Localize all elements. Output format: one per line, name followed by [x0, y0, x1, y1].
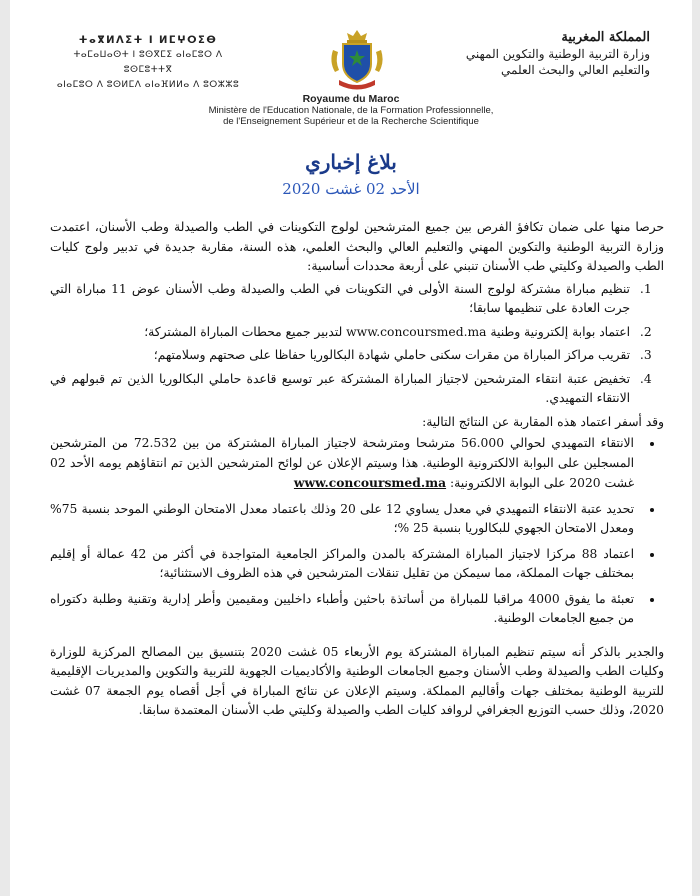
ministry-block	[10, 94, 692, 127]
header-tifinagh-line: ⵜⴰⴳⵍⴷⵉⵜ ⵏ ⵍⵎⵖⵔⵉⴱ	[78, 35, 218, 46]
list-item: 4. تخفيض عتبة انتقاء المترشحين لاجتياز المباراة المشتركة عبر توسيع قاعدة حاملي البكالوريا الذين تم قبولهم في الانتقاء التمهيدي.	[50, 370, 636, 409]
header-arabic-line: وزارة التربية الوطنية والتكوين المهني	[465, 47, 650, 61]
list-item: 2. اعتماد بوابة إلكترونية وطنية www.concoursmed.ma لتدبير جميع محطات المباراة المشتركة؛	[50, 323, 636, 343]
header-tifinagh	[48, 33, 248, 93]
results-intro: وقد أسفر اعتماد هذه المقاربة عن النتائج التالية:	[422, 414, 664, 429]
ministry-line: Ministère de l'Education Nationale, de la Formation Professionnelle,	[208, 105, 494, 116]
document-body	[50, 218, 664, 721]
bullet-text: الانتقاء التمهيدي لحوالي 56.000 مترشحا ومترشحة لاجتياز المباراة المشتركة من بين 72.532 من المترشحين المسجلين على البوابة الالكترونية الوطنية. هذا وسيتم الإعلان عن لوائح المترشحين الذين تم انتقاؤهم يومه الأحد 02 غشت 2020 على البوابة الالكترونية:	[50, 436, 634, 490]
header-tifinagh-line: ⴰⵏⴰⵎⵓⵔ ⴷ ⵓⵙⵍⵎⴷ ⴰⵏⴰⴼⵍⵍⴰ ⴷ ⵓⵔⵣⵣⵓ	[56, 80, 240, 90]
list-item: • اعتماد 88 مركزا لاجتياز المباراة المشتركة بالمدن والمراكز الجامعية المتواجدة في أكثر من 42 عمالة أو إقليم بمختلف جهات المملكة، مما سيمكن من تقليل تنقلات المترشحين في هذه الظروف الاستثنائية؛	[50, 545, 640, 584]
results-list	[50, 434, 664, 629]
list-item: • تعبئة ما يفوق 4000 مراقبا للمباراة من أساتذة باحثين وأطباء داخليين ومقيمين وأطر إدارية وتقنية وطلبة دكتوراه من جميع الجامعات الوطنية.	[50, 590, 640, 629]
page-title: بلاغ إخباري	[305, 150, 397, 174]
header-arabic	[460, 30, 650, 78]
royal-emblem-icon	[325, 28, 389, 94]
list-item	[50, 434, 640, 494]
ministry-line: de l'Enseignement Supérieur et de la Recherche Scientifique	[223, 116, 479, 127]
header-tifinagh-line: ⵜⴰⵎⴰⵡⴰⵙⵜ ⵏ ⵓⵙⴳⵎⵉ ⴰⵏⴰⵎⵓⵔ ⴷ ⵓⵙⵎⵓⵜⵜⴳ	[73, 50, 223, 75]
closing-paragraph: والجدير بالذكر أنه سيتم تنظيم المباراة المشتركة يوم الأربعاء 05 غشت 2020 بتنسيق بين المصالح المركزية للوزارة وكليات الطب والصيدلة وطب الأسنان وجميع الجامعات الوطنية والأكاديميات الجهوية للتربية والتكوين والمديريات الإقليمية للتربية الوطنية بمختلف جهات وأقاليم المملكة. وسيتم الإعلان عن نتائج المباراة في أجل أقصاه يوم الجمعة 07 غشت 2020، وذلك حسب التوزيع الجغرافي لروافد كليات الطب والصيدلة وكليتي طب الأسنان المعتمدة سابقا.	[50, 644, 665, 717]
list-item: 3. تقريب مراكز المباراة من مقرات سكنى حاملي شهادة البكالوريا حفاظا على صحتهم وسلامتهم؛	[50, 346, 636, 366]
intro-paragraph: حرصا منها على ضمان تكافؤ الفرص بين جميع المترشحين لولوج التكوينات في الطب والصيدلة وطب الأسنان، اعتمدت وزارة التربية الوطنية والتكوين المهني والتعليم العالي والبحث العلمي، هذه السنة، مقاربة جديدة في تدبير ولوج كليات الطب والصيدلة وكليتي طب الأسنان تنبني على أربعة محددات أساسية:	[50, 220, 664, 273]
list-item: • تحديد عتبة الانتقاء التمهيدي في معدل يساوي 12 على 20 وذلك باعتماد معدل الامتحان الوطني الموحد بنسبة 75% ومعدل الامتحان الجهوي للبكالوريا بنسبة 25 %؛	[50, 500, 640, 539]
royaume-label: Royaume du Maroc	[302, 93, 400, 105]
document-page	[10, 0, 692, 896]
header-arabic-line: والتعليم العالي والبحث العلمي	[501, 63, 650, 77]
date-line: الأحد 02 غشت 2020	[282, 180, 420, 198]
portal-link[interactable]: www.concoursmed.ma	[293, 475, 447, 490]
header-arabic-line: المملكة المغربية	[561, 30, 650, 45]
key-measures-list	[50, 280, 664, 409]
list-item: 1. تنظيم مباراة مشتركة لولوج السنة الأولى في التكوينات في الطب والصيدلة وطب الأسنان عوض 11 مباراة التي جرت العادة على تنظيمها سابقا؛	[50, 280, 636, 319]
